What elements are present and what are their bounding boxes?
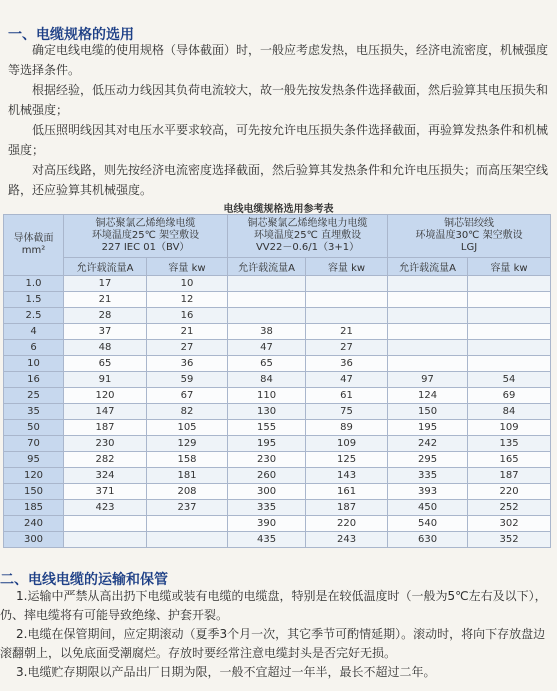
table-cell: 65 [64,356,147,372]
table-cell: 12 [147,292,228,308]
section2-paragraph-1: 1.运输中严禁从高出扔下电缆或装有电缆的电缆盘，特别是在较低温度时（一般为5℃左右及以下），仍、摔电缆将有可能导致绝缘、护套开裂。 [0,589,547,622]
section2-paragraph-2: 2.电缆在保管期间，应定期滚动（夏季3个月一次，其它季节可酌情延期）。滚动时，将向下存放盘边滚翻朝上，以免底面受潮腐烂。存放时要经常注意电缆封头是否完好无损。 [0,627,546,660]
table-cell [388,324,468,340]
table-cell: 91 [64,372,147,388]
table-cell [468,276,551,292]
table-cell: 540 [388,516,468,532]
table-cell: 300 [228,484,306,500]
table-cell: 47 [306,372,388,388]
table-cell: 220 [468,484,551,500]
table-cell [64,532,147,548]
section1-paragraph-2: 根据经验，低压动力线因其负荷电流较大，故一般先按发热条件选择截面，然后验算其电压损失和机械强度； [8,83,549,117]
table-cell: 61 [306,388,388,404]
table-cell: 230 [228,452,306,468]
table-cell [306,276,388,292]
table-cell: 220 [306,516,388,532]
table-cell: 161 [306,484,388,500]
table-cell [388,356,468,372]
table-row [4,468,551,484]
table-cell: 109 [306,436,388,452]
table-cell [306,292,388,308]
table-cell [228,276,306,292]
table-cell: 260 [228,468,306,484]
table-cell [388,292,468,308]
group-header-bv [64,215,228,258]
table-row [4,324,551,340]
table-cell: 295 [388,452,468,468]
table-cell: 16 [147,308,228,324]
table-cell: 109 [468,420,551,436]
group-header-vv22-line1: 铜芯聚氯乙烯绝缘电力电缆 [247,218,368,229]
sub-header-current: 允许载流量A [64,258,147,276]
table-row [4,452,551,468]
conductor-size-cell: 120 [4,468,64,484]
conductor-size-cell: 4 [4,324,64,340]
table-cell: 37 [64,324,147,340]
table-title: 电线电缆规格选用参考表 [223,204,334,215]
table-cell: 21 [306,324,388,340]
sub-header-capacity: 容量 kw [468,258,551,276]
conductor-size-cell: 150 [4,484,64,500]
table-cell: 21 [147,324,228,340]
table-cell [228,292,306,308]
table-cell: 75 [306,404,388,420]
group-header-lgj-line3: LGJ [460,242,478,253]
table-cell: 10 [147,276,228,292]
conductor-size-cell: 300 [4,532,64,548]
section1-title: 一、电缆规格的选用 [8,27,134,43]
group-header-lgj [388,215,551,258]
table-row [4,516,551,532]
conductor-size-cell: 1.5 [4,292,64,308]
sub-header-capacity: 容量 kw [306,258,388,276]
table-cell [388,308,468,324]
table-cell: 208 [147,484,228,500]
size-header-label: 导体截面 [13,233,54,244]
table-cell: 165 [468,452,551,468]
table-cell: 143 [306,468,388,484]
table-cell: 21 [64,292,147,308]
table-cell: 158 [147,452,228,468]
conductor-size-cell: 25 [4,388,64,404]
table-cell: 130 [228,404,306,420]
size-header [4,215,64,276]
table-cell: 27 [306,340,388,356]
table-cell [468,356,551,372]
table-cell: 423 [64,500,147,516]
table-cell: 324 [64,468,147,484]
table-row [4,388,551,404]
table-cell: 147 [64,404,147,420]
table-cell: 335 [228,500,306,516]
table-cell: 195 [388,420,468,436]
table-row [4,308,551,324]
table-row [4,420,551,436]
table-cell: 84 [228,372,306,388]
table-cell: 187 [306,500,388,516]
table-row [4,436,551,452]
conductor-size-cell: 50 [4,420,64,436]
table-cell: 181 [147,468,228,484]
table-cell: 82 [147,404,228,420]
sub-header-current: 允许载流量A [388,258,468,276]
table-cell: 630 [388,532,468,548]
table-cell: 124 [388,388,468,404]
table-cell: 48 [64,340,147,356]
table-cell: 110 [228,388,306,404]
table-cell: 36 [306,356,388,372]
section1-paragraph-1: 确定电线电缆的使用规格（导体截面）时，一般应考虑发热，电压损失，经济电流密度，机械强度等选择条件。 [8,43,549,77]
table-cell [468,308,551,324]
table-row [4,500,551,516]
table-cell: 252 [468,500,551,516]
table-row [4,372,551,388]
table-cell: 54 [468,372,551,388]
table-cell: 230 [64,436,147,452]
table-cell [388,340,468,356]
table-cell: 129 [147,436,228,452]
table-cell: 335 [388,468,468,484]
table-cell: 393 [388,484,468,500]
section1-paragraph-3: 低压照明线因其对电压水平要求较高，可先按允许电压损失条件选择截面，再验算发热条件和机械强度； [8,123,549,157]
table-cell: 59 [147,372,228,388]
table-row [4,292,551,308]
table-cell: 155 [228,420,306,436]
table-row [4,532,551,548]
table-cell: 187 [468,468,551,484]
table-cell [388,276,468,292]
table-cell: 150 [388,404,468,420]
conductor-size-cell: 35 [4,404,64,420]
table-row [4,276,551,292]
section1-paragraph-4: 对高压线路，则先按经济电流密度选择截面，然后验算其发热条件和允许电压损失；而高压架空线路，还应验算其机械强度。 [8,163,549,197]
table-cell [468,324,551,340]
conductor-size-cell: 240 [4,516,64,532]
table-row [4,404,551,420]
table-cell: 242 [388,436,468,452]
table-cell: 84 [468,404,551,420]
table-cell [468,292,551,308]
table-cell: 36 [147,356,228,372]
group-header-vv22 [228,215,388,258]
table-cell: 282 [64,452,147,468]
table-cell: 135 [468,436,551,452]
cable-spec-table [3,214,551,548]
table-cell [306,308,388,324]
table-cell: 390 [228,516,306,532]
table-cell: 65 [228,356,306,372]
sub-header-current: 允许载流量A [228,258,306,276]
table-cell: 89 [306,420,388,436]
table-cell: 371 [64,484,147,500]
table-cell: 237 [147,500,228,516]
table-cell [147,516,228,532]
table-cell: 243 [306,532,388,548]
table-cell: 120 [64,388,147,404]
group-header-vv22-line2: 环境温度25℃ 直埋敷设 [253,230,362,241]
table-row [4,484,551,500]
group-header-lgj-line1: 铜芯铝绞线 [444,218,495,229]
size-header-unit: mm² [21,245,46,256]
table-cell [147,532,228,548]
table-cell: 435 [228,532,306,548]
table-cell: 125 [306,452,388,468]
group-header-vv22-line3: VV22－0.6/1（3+1） [255,242,360,253]
table-cell: 38 [228,324,306,340]
table-cell [468,340,551,356]
table-cell: 27 [147,340,228,356]
table-row [4,356,551,372]
conductor-size-cell: 70 [4,436,64,452]
table-cell [228,308,306,324]
table-cell: 105 [147,420,228,436]
group-header-bv-line3: 227 IEC 01（BV） [101,242,190,253]
group-header-bv-line2: 环境温度25℃ 架空敷设 [91,230,200,241]
table-body [4,276,551,548]
group-header-lgj-line2: 环境温度30℃ 架空敷设 [415,230,523,241]
conductor-size-cell: 6 [4,340,64,356]
table-cell: 28 [64,308,147,324]
section2-paragraph-3: 3.电缆贮存期限以产品出厂日期为限，一般不宜超过一年半，最长不超过二年。 [16,665,436,679]
table-cell: 352 [468,532,551,548]
sub-header-capacity: 容量 kw [147,258,228,276]
table-cell: 69 [468,388,551,404]
table-cell: 97 [388,372,468,388]
group-header-bv-line1: 铜芯聚氯乙烯绝缘电缆 [95,218,196,229]
table-cell: 302 [468,516,551,532]
table-cell: 47 [228,340,306,356]
section2-title: 二、电线电缆的运输和保管 [0,572,168,588]
table-cell: 67 [147,388,228,404]
table-cell: 450 [388,500,468,516]
conductor-size-cell: 10 [4,356,64,372]
table-row [4,340,551,356]
conductor-size-cell: 2.5 [4,308,64,324]
conductor-size-cell: 95 [4,452,64,468]
table-cell: 17 [64,276,147,292]
conductor-size-cell: 185 [4,500,64,516]
table-cell: 195 [228,436,306,452]
conductor-size-cell: 16 [4,372,64,388]
conductor-size-cell: 1.0 [4,276,64,292]
table-cell: 187 [64,420,147,436]
table-cell [64,516,147,532]
